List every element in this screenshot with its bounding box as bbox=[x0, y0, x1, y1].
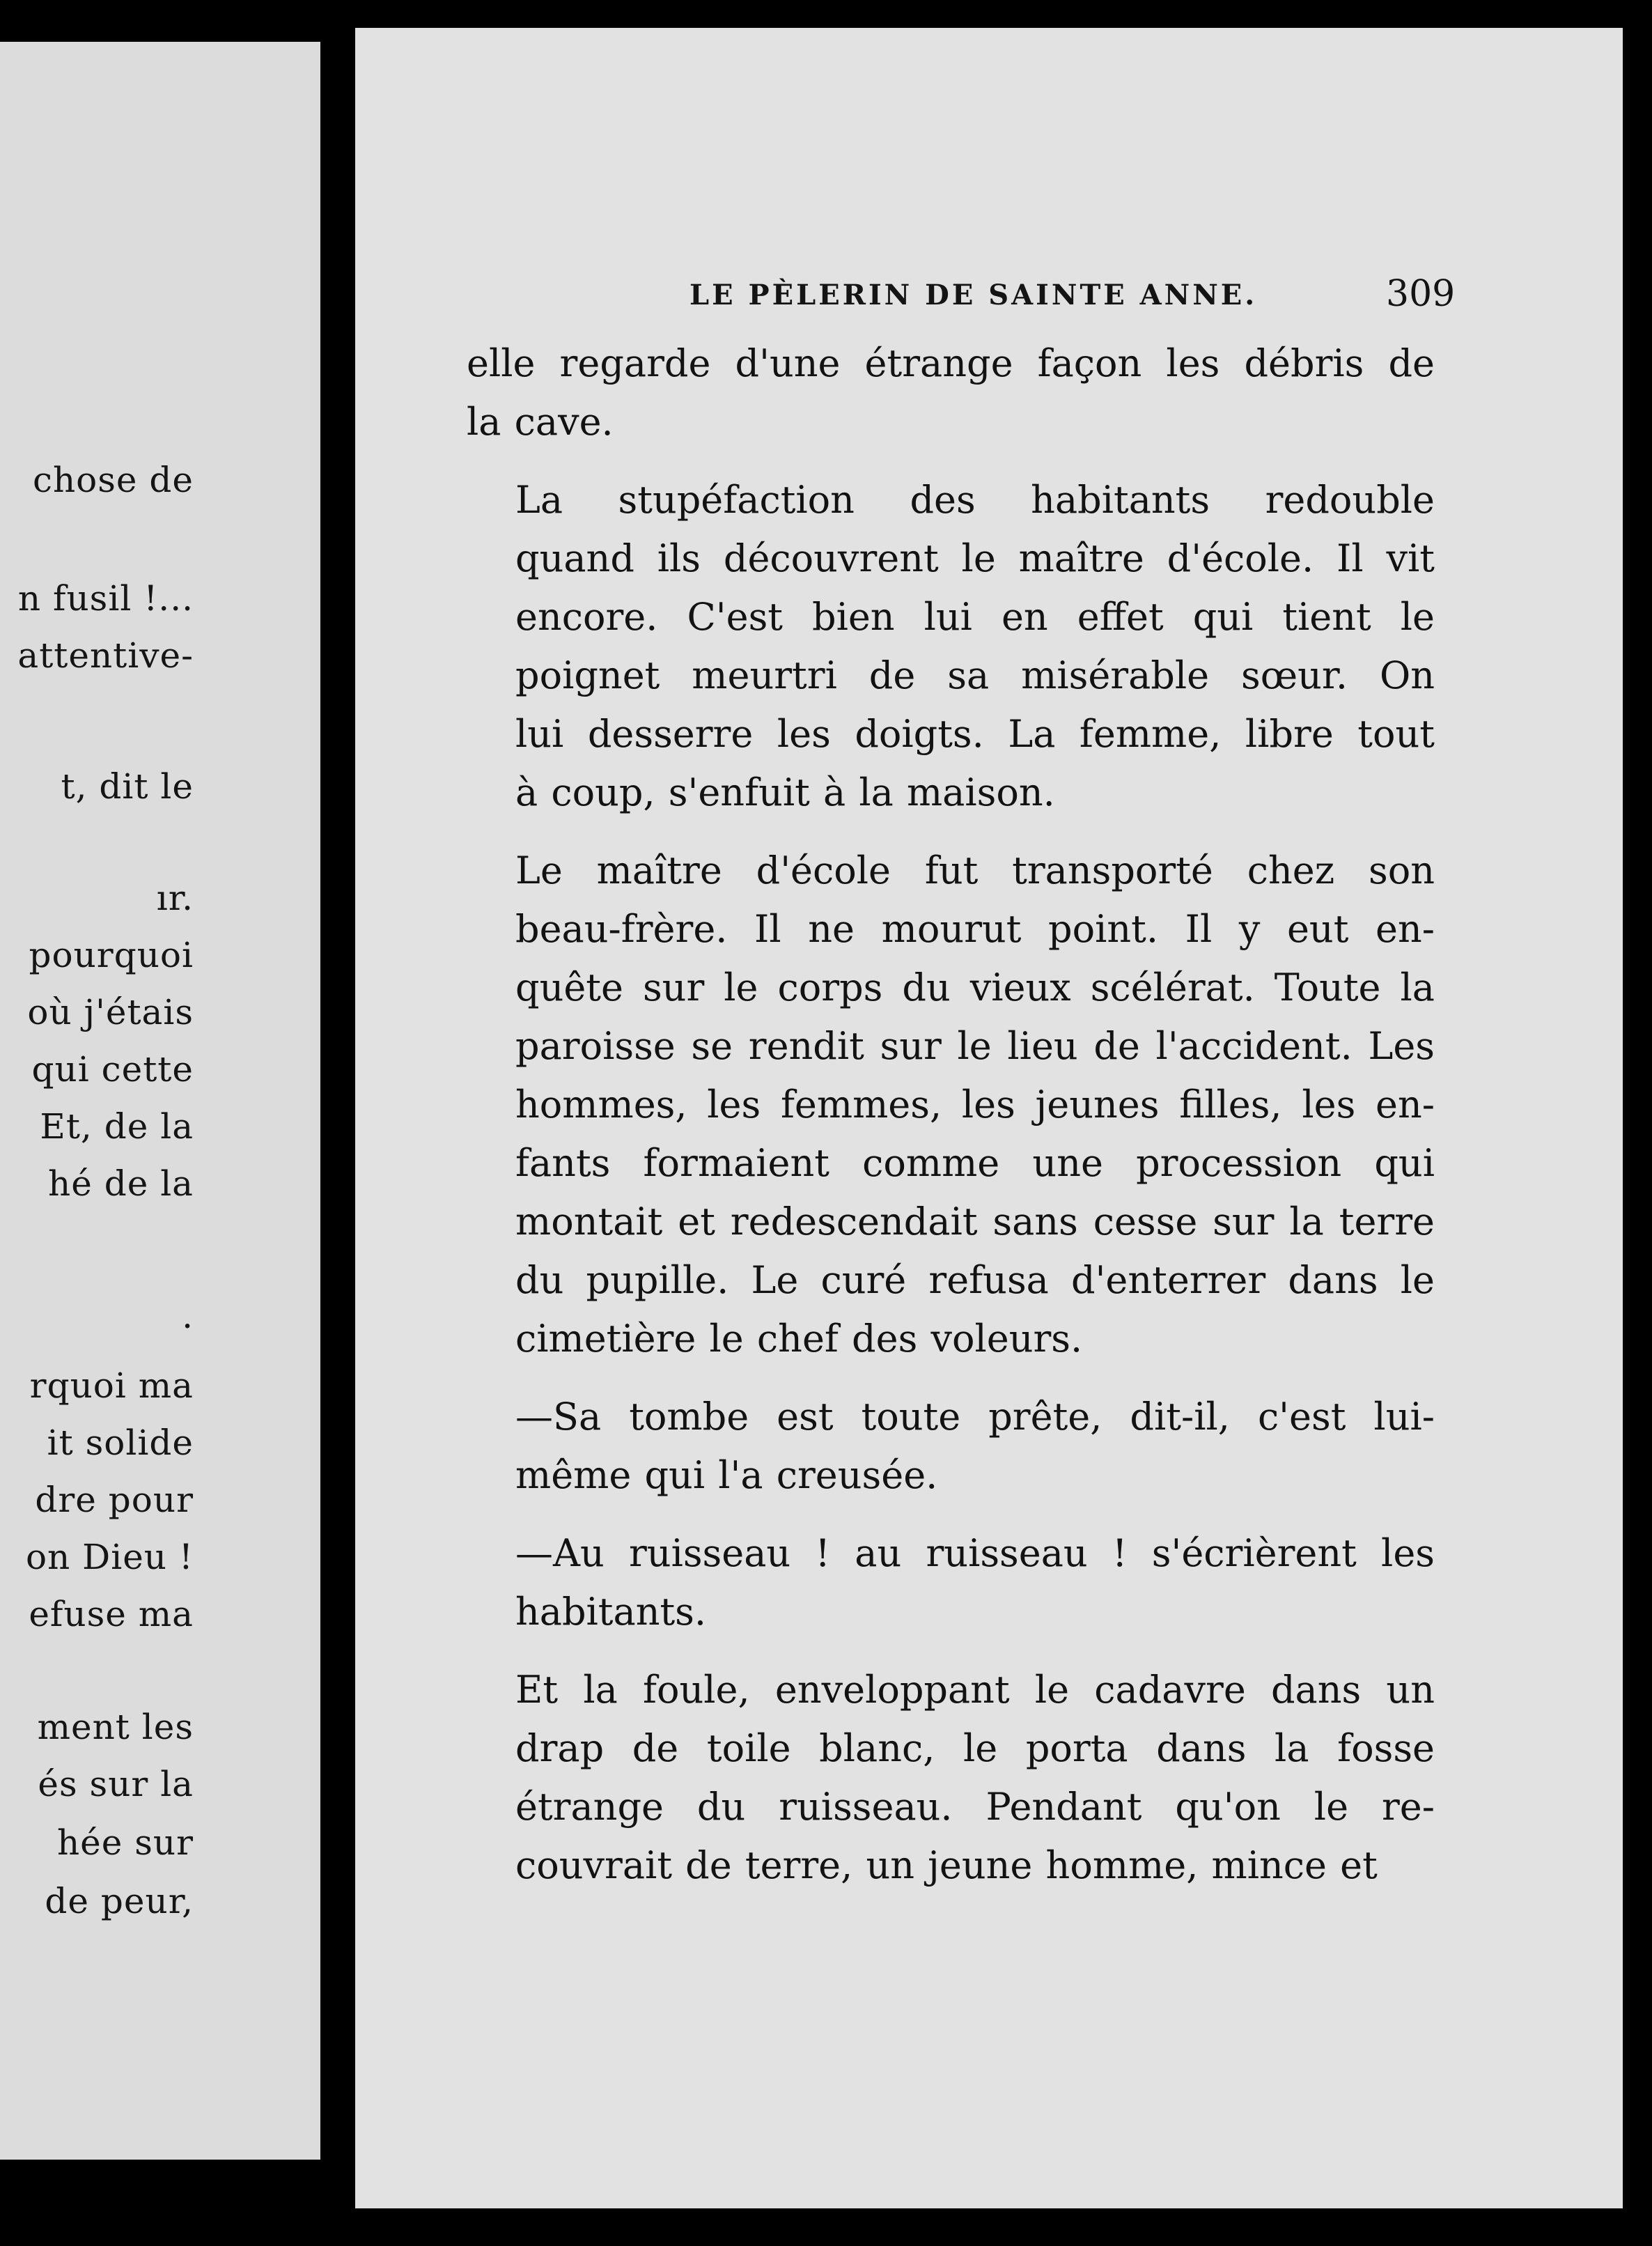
left-page-line: t, dit le bbox=[61, 766, 194, 807]
text-line: beau-frère. Il ne mourut point. Il y eut en- bbox=[515, 907, 1435, 951]
paragraph bbox=[467, 1661, 1435, 1895]
left-page-fragment bbox=[0, 42, 320, 2160]
text-line: —Au ruisseau ! au ruisseau ! s'écrièrent les bbox=[515, 1531, 1435, 1575]
text-line: couvrait de terre, un jeune homme, mince et bbox=[515, 1843, 1378, 1887]
text-line: hommes, les femmes, les jeunes filles, les en- bbox=[515, 1083, 1435, 1126]
text-line: étrange du ruisseau. Pendant qu'on le re- bbox=[515, 1785, 1435, 1829]
text-line: encore. C'est bien lui en effet qui tient le bbox=[515, 595, 1435, 639]
text-line: La stupéfaction des habitants redouble bbox=[515, 478, 1435, 522]
left-page-line: ır. bbox=[156, 878, 194, 918]
text-line: Le maître d'école fut transporté chez son bbox=[515, 849, 1435, 892]
text-line: Et la foule, enveloppant le cadavre dans un bbox=[515, 1668, 1435, 1712]
body-text bbox=[467, 334, 1435, 1895]
text-line: montait et redescendait sans cesse sur la terre bbox=[515, 1200, 1435, 1244]
text-line: à coup, s'enfuit à la maison. bbox=[515, 770, 1055, 814]
paragraph bbox=[467, 471, 1435, 822]
left-page-line: on Dieu ! bbox=[25, 1537, 194, 1577]
paragraph bbox=[467, 1388, 1435, 1505]
left-page-line: efuse ma bbox=[29, 1594, 194, 1634]
left-page-line: . bbox=[182, 1296, 194, 1336]
text-line: —Sa tombe est toute prête, dit-il, c'est lui- bbox=[515, 1395, 1435, 1439]
page-number: 309 bbox=[1386, 273, 1456, 315]
left-page-line: hé de la bbox=[48, 1163, 194, 1204]
left-page-line: qui cette bbox=[31, 1049, 194, 1090]
text-line: paroisse se rendit sur le lieu de l'accident. Les bbox=[515, 1024, 1435, 1068]
right-page bbox=[355, 28, 1623, 2208]
text-line: quête sur le corps du vieux scélérat. Toute la bbox=[515, 966, 1435, 1009]
left-page-line: ment les bbox=[37, 1707, 194, 1747]
running-head: LE PÈLERIN DE SAINTE ANNE. bbox=[689, 279, 1258, 311]
left-page-line: it solide bbox=[47, 1423, 194, 1463]
text-line: quand ils découvrent le maître d'école. Il vit bbox=[515, 536, 1435, 580]
paragraph bbox=[467, 842, 1435, 1368]
left-page-line: Et, de la bbox=[40, 1106, 194, 1147]
left-page-line: rquoi ma bbox=[29, 1365, 194, 1406]
text-line: même qui l'a creusée. bbox=[515, 1453, 938, 1497]
left-page-line: n fusil !... bbox=[17, 578, 194, 619]
text-line: cimetière le chef des voleurs. bbox=[515, 1317, 1083, 1361]
paragraph bbox=[467, 1524, 1435, 1641]
book-gutter bbox=[320, 0, 355, 2246]
text-line: fants formaient comme une procession qui bbox=[515, 1141, 1435, 1185]
text-line: lui desserre les doigts. La femme, libre tout bbox=[515, 712, 1435, 756]
text-line: la cave. bbox=[467, 400, 614, 444]
left-page-line: où j'étais bbox=[27, 992, 194, 1032]
left-page-line: dre pour bbox=[35, 1480, 194, 1520]
text-line: poignet meurtri de sa misérable sœur. On bbox=[515, 653, 1435, 697]
left-page-line: hée sur bbox=[56, 1822, 194, 1863]
text-line: elle regarde d'une étrange façon les débris de bbox=[467, 341, 1435, 385]
left-page-line: attentive- bbox=[17, 635, 194, 676]
left-page-line: de peur, bbox=[45, 1881, 194, 1921]
left-page-line: chose de bbox=[32, 460, 194, 500]
left-page-line: pourquoi bbox=[29, 935, 194, 975]
text-line: habitants. bbox=[515, 1590, 707, 1634]
paragraph bbox=[467, 334, 1435, 451]
text-line: drap de toile blanc, le porta dans la fosse bbox=[515, 1726, 1435, 1770]
left-page-line: és sur la bbox=[38, 1764, 194, 1804]
text-line: du pupille. Le curé refusa d'enterrer dans le bbox=[515, 1258, 1435, 1302]
